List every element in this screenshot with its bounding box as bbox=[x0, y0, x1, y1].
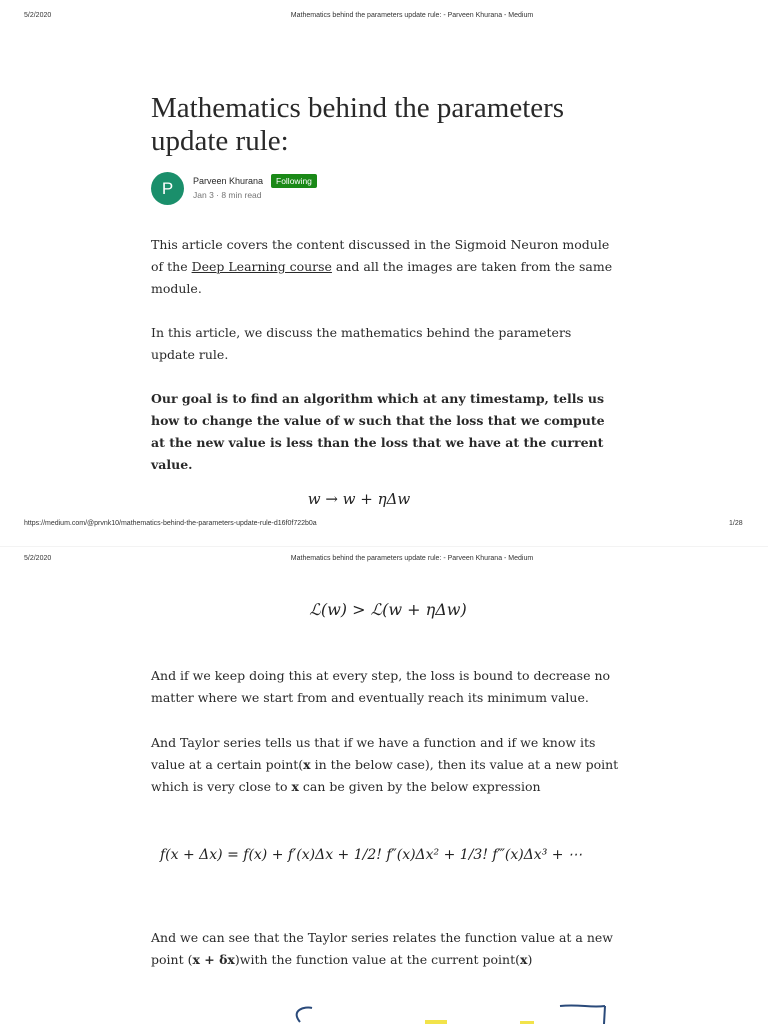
paragraph-discussion: In this article, we discuss the mathematics behind the parameters update rule. bbox=[151, 325, 572, 362]
author-avatar[interactable] bbox=[151, 172, 184, 205]
taylor-series-equation: f(x + Δx) = f(x) + f′(x)Δx + 1/2! f″(x)Δx² + 1/3! f‴(x)Δx³ + ⋯ bbox=[160, 847, 582, 863]
article-meta: Jan 3 · 8 min read bbox=[193, 190, 262, 200]
sketch-stroke-right bbox=[560, 1005, 605, 1024]
print-header-date-2: 5/2/2020 bbox=[24, 555, 52, 562]
page-divider bbox=[0, 546, 768, 547]
print-header-title: Mathematics behind the parameters update rule: - Parveen Khurana - Medium bbox=[290, 12, 534, 19]
following-button[interactable]: Following bbox=[271, 174, 317, 188]
sketch-illustration bbox=[260, 1000, 620, 1024]
deep-learning-course-link[interactable]: Deep Learning course bbox=[191, 259, 332, 274]
paragraph-taylor-relation: And we can see that the Taylor series relates the function value at a new point (x + δx)with the function value at the current point(x) bbox=[151, 930, 614, 967]
author-name[interactable]: Parveen Khurana bbox=[193, 176, 264, 186]
print-header-title-2: Mathematics behind the parameters update rule: - Parveen Khurana - Medium bbox=[290, 555, 534, 562]
update-rule-equation: w → w + ηΔw bbox=[307, 490, 411, 508]
sketch-highlight-1 bbox=[425, 1020, 447, 1024]
paragraph-goal: Our goal is to find an algorithm which at any timestamp, tells us how to change the value of w such that the loss that we compute at the new value is less than the loss that we have at the current value. bbox=[151, 391, 605, 472]
avatar-initial: P bbox=[161, 178, 174, 198]
paragraph-intro: This article covers the content discussed in the Sigmoid Neuron module of the Deep Learning course and all the images are taken from the same module. bbox=[151, 237, 613, 296]
paragraph-loss-decrease: And if we keep doing this at every step, the loss is bound to decrease no matter where we start from and eventually reach its minimum value. bbox=[151, 668, 611, 705]
print-footer-page: 1/28 bbox=[729, 520, 743, 527]
article-title: Mathematics behind the parameters update rule: bbox=[151, 92, 565, 157]
print-footer-url: https://medium.com/@prvnk10/mathematics-behind-the-parameters-update-rule-d16f0f722b0a bbox=[24, 520, 317, 527]
loss-inequality-equation: ℒ(w) > ℒ(w + ηΔw) bbox=[309, 600, 467, 619]
paragraph-taylor: And Taylor series tells us that if we have a function and if we know its value at a certain point(x in the below case), then its value at a new point which is very close to x can be given by the below expression bbox=[151, 735, 619, 794]
sketch-stroke-left bbox=[297, 1008, 312, 1022]
print-header-date: 5/2/2020 bbox=[24, 12, 52, 19]
